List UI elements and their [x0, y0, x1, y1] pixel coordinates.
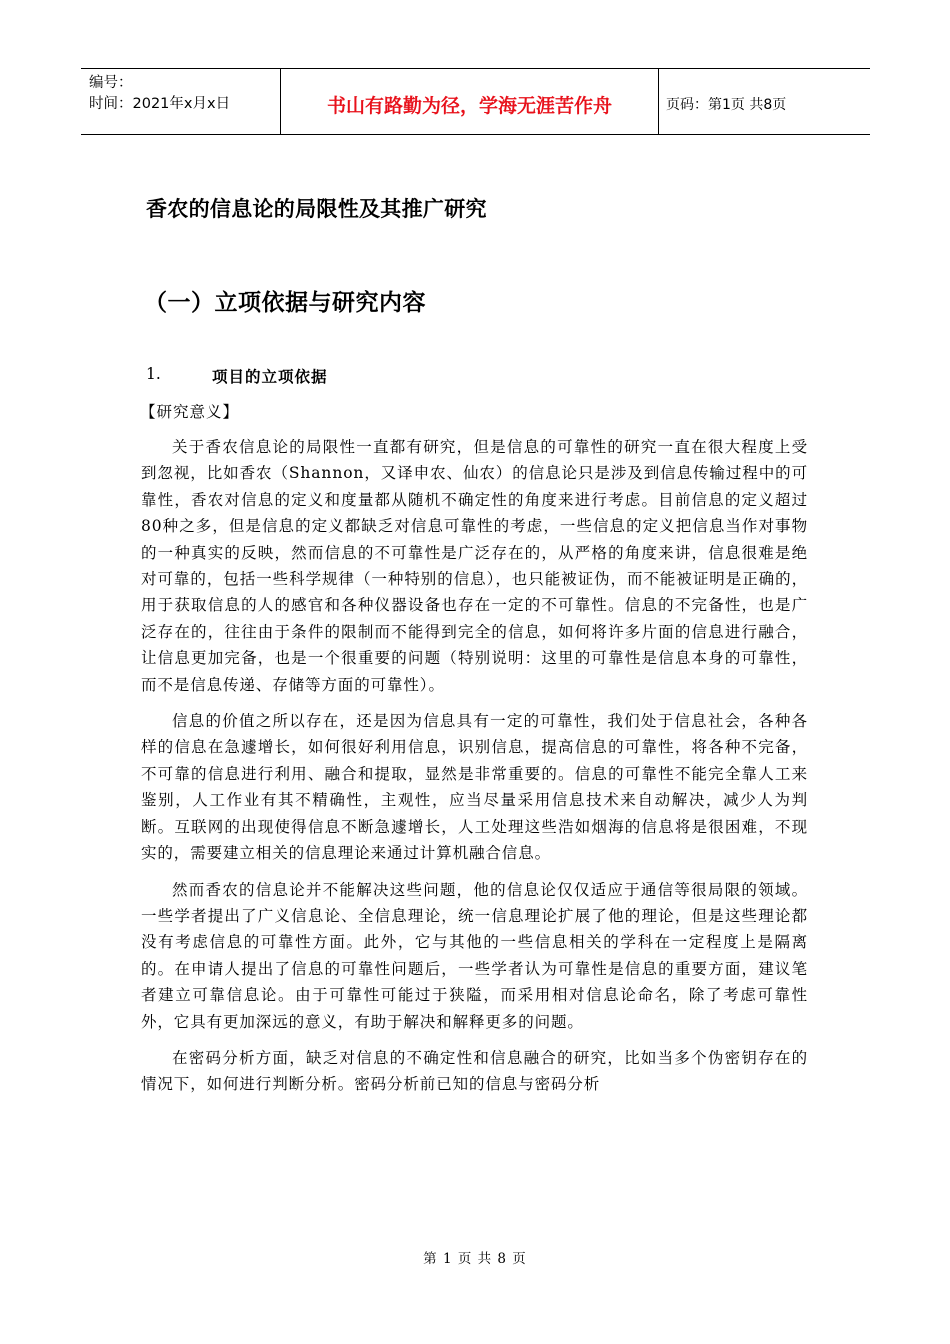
header-meta-cell: [81, 69, 281, 134]
page-info: 页码：第1页 共8页: [666, 96, 787, 113]
number-label: 编号：: [89, 75, 133, 91]
header-motto-cell: [281, 69, 659, 134]
research-significance-label: 【研究意义】: [140, 403, 240, 421]
paragraph: 信息的价值之所以存在，还是因为信息具有一定的可靠性，我们处于信息社会，各种各样的信息在急遽增长，如何很好利用信息，识别信息，提高信息的可靠性，将各种不完备，不可靠的信息进行利用、融合和提取，显然是非常重要的。信息的可靠性不能完全靠人工来鉴别，人工作业有其不精确性，主观性，应当尽量采用信息技术来自动解决，减少人为判断。互联网的出现使得信息不断急遽增长，人工处理这些浩如烟海的信息将是很困难，不现实的，需要建立相关的信息理论来通过计算机融合信息。: [141, 712, 808, 863]
sub-heading: [146, 365, 328, 387]
document-title: 香农的信息论的局限性及其推广研究: [146, 197, 487, 221]
body-text: [141, 434, 808, 1108]
page-footer: 第 1 页 共 8 页: [423, 1251, 527, 1267]
section-heading: （一）立项依据与研究内容: [144, 290, 426, 316]
page-header: [81, 68, 870, 135]
date-line: 时间：2021年x月x日: [89, 96, 231, 112]
paragraph: 关于香农信息论的局限性一直都有研究，但是信息的可靠性的研究一直在很大程度上受到忽视，比如香农（Shannon，又译申农、仙农）的信息论只是涉及到信息传输过程中的可靠性，香农对信息的定义和度量都从随机不确定性的角度来进行考虑。目前信息的定义超过80种之多，但是信息的定义都缺乏对信息可靠性的考虑，一些信息的定义把信息当作对事物的一种真实的反映，然而信息的不可靠性是广泛存在的，从严格的角度来讲，信息很难是绝对可靠的，包括一些科学规律（一种特别的信息），也只能被证伪，而不能被证明是正确的，用于获取信息的人的感官和各种仪器设备也存在一定的不可靠性。信息的不完备性，也是广泛存在的，往往由于条件的限制而不能得到完全的信息，如何将许多片面的信息进行融合，让信息更加完备，也是一个很重要的问题（特别说明：这里的可靠性是信息本身的可靠性，而不是信息传递、存储等方面的可靠性）。: [141, 438, 808, 694]
sub-heading-number: 1.: [146, 365, 161, 383]
motto-text: 书山有路勤为径，学海无涯苦作舟: [326, 95, 612, 117]
header-page-cell: [659, 69, 870, 134]
paragraph: 在密码分析方面，缺乏对信息的不确定性和信息融合的研究，比如当多个伪密钥存在的情况下，如何进行判断分析。密码分析前已知的信息与密码分析: [141, 1048, 808, 1094]
sub-heading-text: 项目的立项依据: [212, 367, 328, 386]
paragraph: 然而香农的信息论并不能解决这些问题，他的信息论仅仅适应于通信等很局限的领域。一些学者提出了广义信息论、全信息理论，统一信息理论扩展了他的理论，但是这些理论都没有考虑信息的可靠性方面。此外，它与其他的一些信息相关的学科在一定程度上是隔离的。在申请人提出了信息的可靠性问题后，一些学者认为可靠性是信息的重要方面，建议笔者建立可靠信息论。由于可靠性可能过于狭隘，而采用相对信息论命名，除了考虑可靠性外，它具有更加深远的意义，有助于解决和解释更多的问题。: [141, 880, 808, 1031]
